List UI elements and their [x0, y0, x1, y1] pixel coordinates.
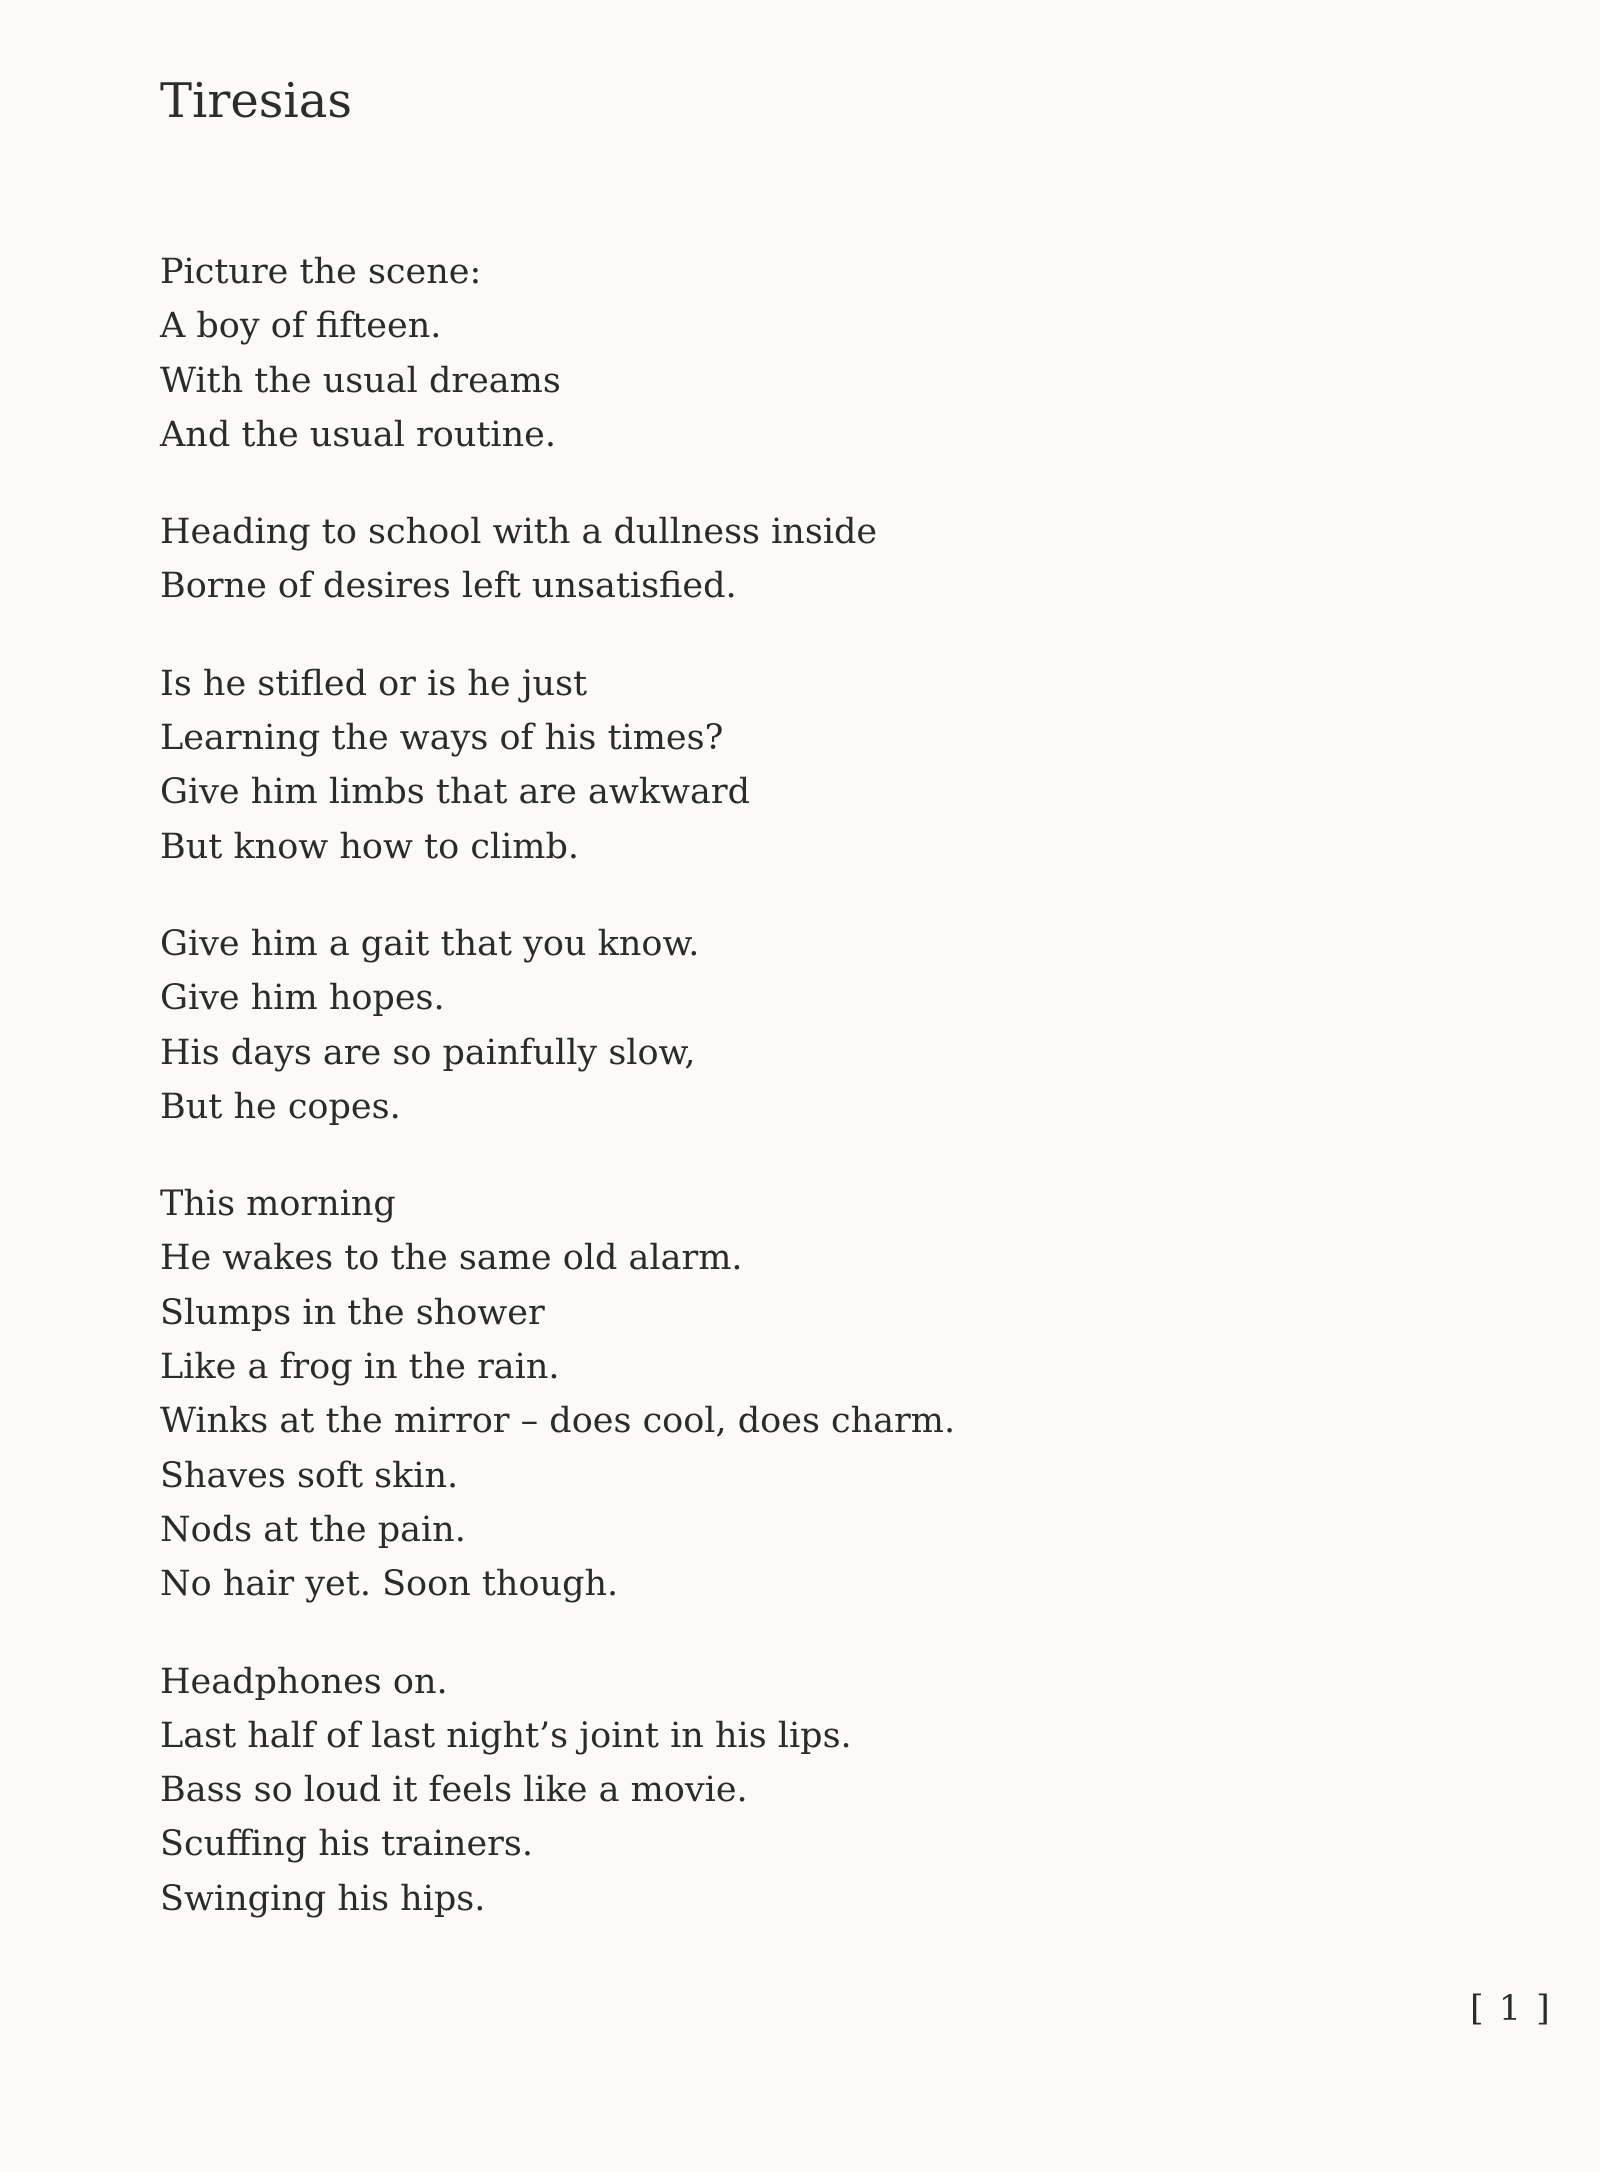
- poem-line: Shaves soft skin.: [160, 1455, 459, 1496]
- poem-line: But he copes.: [160, 1086, 401, 1127]
- poem-line: His days are so painfully slow,: [160, 1032, 696, 1073]
- poem-line: A boy of fifteen.: [160, 306, 442, 347]
- poem-line: Winks at the mirror – does cool, does charm.: [160, 1401, 956, 1442]
- poem-line: But know how to climb.: [160, 826, 580, 867]
- poem-line: Bass so loud it feels like a movie.: [160, 1770, 748, 1811]
- stanza: [160, 1177, 1360, 1611]
- stanza: [160, 245, 1360, 462]
- poem-body: [160, 245, 1360, 1969]
- poem-line: Heading to school with a dullness inside: [160, 512, 878, 553]
- stanza: [160, 505, 1360, 614]
- poem-line: With the usual dreams: [160, 360, 561, 401]
- poem-line: He wakes to the same old alarm.: [160, 1238, 743, 1279]
- poem-line: This morning: [160, 1184, 396, 1225]
- poem-line: Swinging his hips.: [160, 1878, 486, 1919]
- poem-line: Is he stifled or is he just: [160, 663, 588, 704]
- poem-line: And the usual routine.: [160, 414, 557, 455]
- stanza: [160, 657, 1360, 874]
- stanza: [160, 1655, 1360, 1926]
- poem-line: Give him limbs that are awkward: [160, 772, 750, 813]
- poem-line: Picture the scene:: [160, 252, 482, 292]
- poem-line: Slumps in the shower: [160, 1292, 545, 1333]
- poem-line: Learning the ways of his times?: [160, 718, 724, 759]
- poem-line: Headphones on.: [160, 1661, 448, 1702]
- stanza: [160, 917, 1360, 1134]
- poem-line: Last half of last night’s joint in his lips.: [160, 1715, 852, 1756]
- poem-title: Tiresias: [160, 73, 352, 129]
- page-number: [ 1 ]: [1470, 1989, 1552, 2029]
- poem-line: Give him a gait that you know.: [160, 923, 700, 964]
- poem-line: No hair yet. Soon though.: [160, 1564, 619, 1605]
- poem-line: Borne of desires left unsatisfied.: [160, 566, 737, 607]
- poem-line: Like a frog in the rain.: [160, 1347, 560, 1388]
- poem-line: Give him hopes.: [160, 978, 445, 1019]
- poem-line: Nods at the pain.: [160, 1509, 466, 1550]
- poem-line: Scuffing his trainers.: [160, 1824, 534, 1865]
